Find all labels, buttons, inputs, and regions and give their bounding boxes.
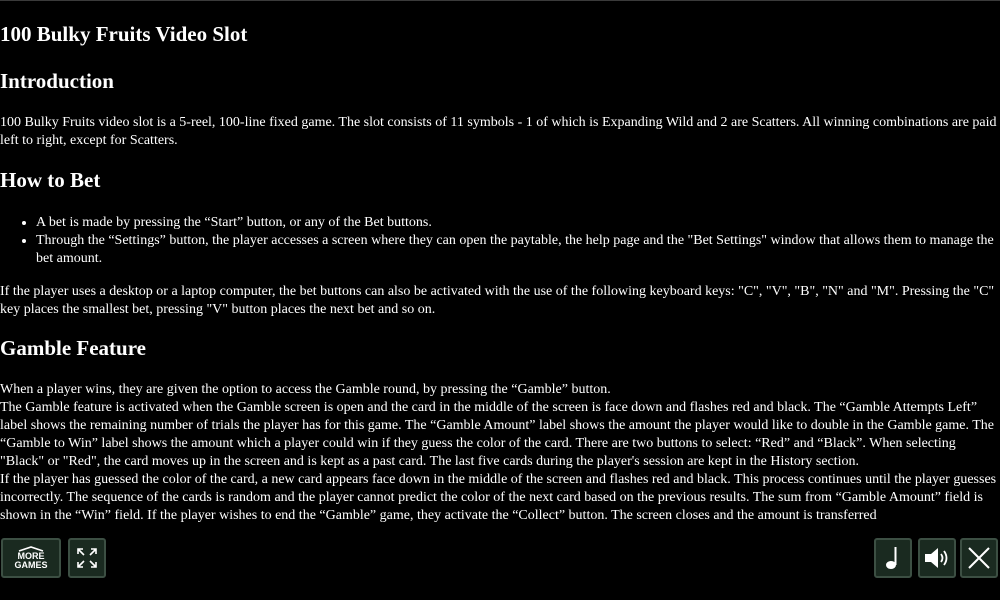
bet-paragraph: If the player uses a desktop or a laptop computer, the bet buttons can also be activated with the use of the following keyboard keys: "C", "V", "B", "N" and "M". Pressing the "C" key places the smallest bet, pressing "V" button places the next bet and so on. — [0, 284, 995, 317]
more-games-label-line2: GAMES — [14, 560, 48, 570]
heading-how-to-bet: How to Bet — [0, 168, 101, 192]
intro-paragraph: 100 Bulky Fruits video slot is a 5-reel, 100-line fixed game. The slot consists of 11 symbols - 1 of which is Expanding Wild and 2 are Scatters. All winning combinations are paid left to right, except for Scatters. — [0, 115, 997, 148]
more-games-label-line1: MORE — [17, 551, 45, 561]
close-icon — [967, 546, 991, 570]
heading-gamble-feature: Gamble Feature — [0, 336, 146, 360]
gamble-line: When a player wins, they are given the option to access the Gamble round, by pressing the “Gamble” button. — [0, 382, 611, 397]
close-button[interactable] — [960, 538, 998, 578]
list-item: • A bet is made by pressing the “Start” button, or any of the Bet buttons. — [36, 214, 1000, 232]
more-games-button[interactable] — [1, 538, 61, 578]
heading-introduction: Introduction — [0, 69, 114, 93]
music-note-icon — [883, 545, 903, 571]
music-button[interactable] — [874, 538, 912, 578]
gamble-text — [0, 381, 1000, 525]
page-title: 100 Bulky Fruits Video Slot — [0, 22, 248, 46]
bet-list — [0, 214, 1000, 268]
speaker-icon — [923, 546, 951, 570]
sound-button[interactable] — [918, 538, 956, 578]
fullscreen-button[interactable] — [68, 538, 106, 578]
gamble-line: The Gamble feature is activated when the Gamble screen is open and the card in the middle of the screen is face down and flashes red and black. The “Gamble Attempts Left” label shows the remaining number of trials the player has for this game. The “Gamble Amount” label shows the amount the player would like to double in the Gamble game. The “Gamble to Win” label shows the amount which a player could win if they guess the color of the card. There are two buttons to select: “Red” and “Black”. When selecting "Black" or "Red", the card moves up in the screen and is kept as a past card. The last five cards during the player's session are kept in the History section. — [0, 400, 995, 469]
list-item: • Through the “Settings” button, the player accesses a screen where they can open the paytable, the help page and the "Bet Settings" window that allows them to manage the bet amount. — [36, 232, 1000, 268]
fullscreen-icon — [76, 547, 98, 569]
gamble-line: If the player has guessed the color of the card, a new card appears face down in the middle of the screen and flashes red and black. This process continues until the player guesses incorrectly. The sequence of the cards is random and the player cannot predict the color of the next card based on the previous results. The sum from “Gamble Amount” field is shown in the “Win” field. If the player wishes to end the “Gamble” game, they activate the “Collect” button. The screen closes and the amount is transferred — [0, 472, 997, 523]
